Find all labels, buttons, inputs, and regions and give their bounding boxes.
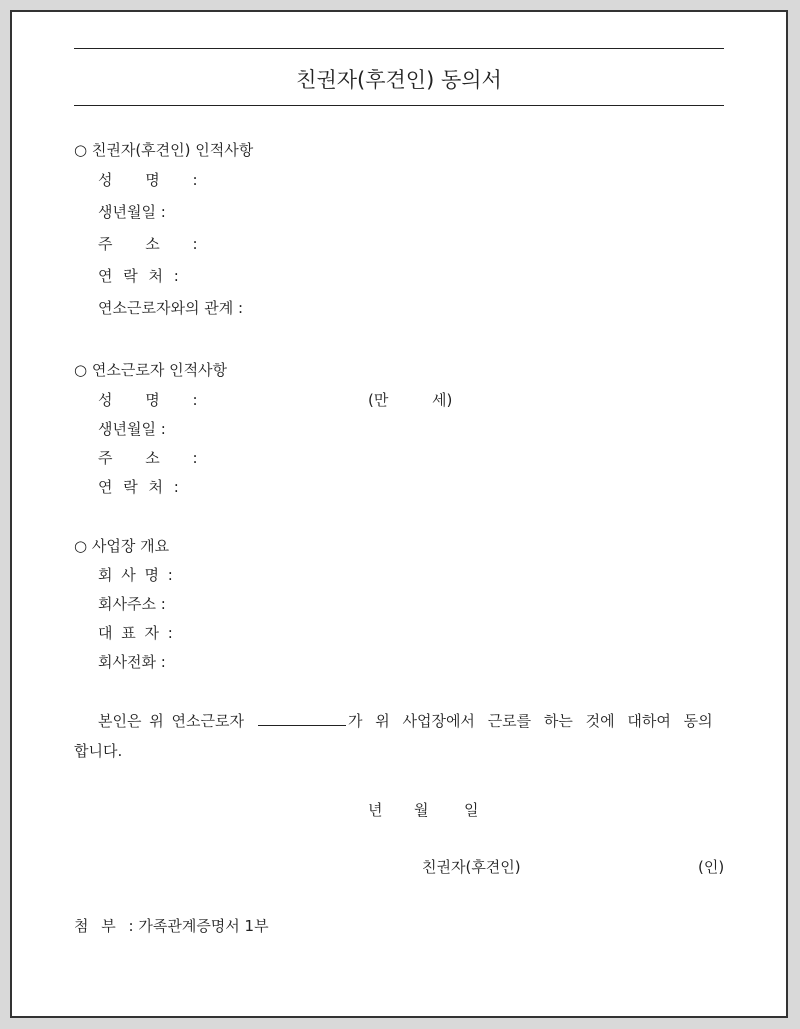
title-top-rule [74,48,724,49]
title-bottom-rule [74,105,724,106]
minor-birth-label: 생년월일 : [98,420,166,438]
consent-statement-line2: 합니다. [74,742,123,760]
consent-statement-part1: 본인은 위 연소근로자 [98,712,244,730]
guardian-contact-label: 연 락 처 : [98,267,179,285]
attachment-label: 첨 부 : [74,917,134,935]
date-month-label: 월 [414,801,429,819]
company-name-label: 회 사 명 : [98,566,173,584]
signature-seal: (인) [698,858,725,876]
minor-name-label: 성 명 : [98,391,198,409]
date-year-label: 년 [368,801,383,819]
minor-section-heading: ○ 연소근로자 인적사항 [74,361,228,379]
company-address-label: 회사주소 : [98,595,166,613]
attachment-value: 가족관계증명서 1부 [138,917,269,935]
minor-age-close: 세) [432,391,453,409]
consent-statement-part2: 가 위 사업장에서 근로를 하는 것에 대하여 동의 [347,712,713,730]
company-rep-label: 대 표 자 : [98,624,173,642]
company-section-heading: ○ 사업장 개요 [74,537,170,555]
consent-statement-line1 [98,711,713,731]
signature-label: 친권자(후견인) [422,858,521,876]
date-day-label: 일 [464,801,479,819]
guardian-address-label: 주 소 : [98,235,198,253]
guardian-name-label: 성 명 : [98,171,198,189]
guardian-section-heading: ○ 친권자(후견인) 인적사항 [74,141,254,159]
company-phone-label: 회사전화 : [98,653,166,671]
minor-contact-label: 연 락 처 : [98,478,179,496]
attachment-line [74,916,269,936]
minor-name-blank [258,711,346,726]
minor-address-label: 주 소 : [98,449,198,467]
guardian-birth-label: 생년월일 : [98,203,166,221]
document-title: 친권자(후견인) 동의서 [296,68,502,92]
document-page [10,10,788,1018]
minor-age-open: (만 [368,391,389,409]
guardian-relation-label: 연소근로자와의 관계 : [98,299,244,317]
